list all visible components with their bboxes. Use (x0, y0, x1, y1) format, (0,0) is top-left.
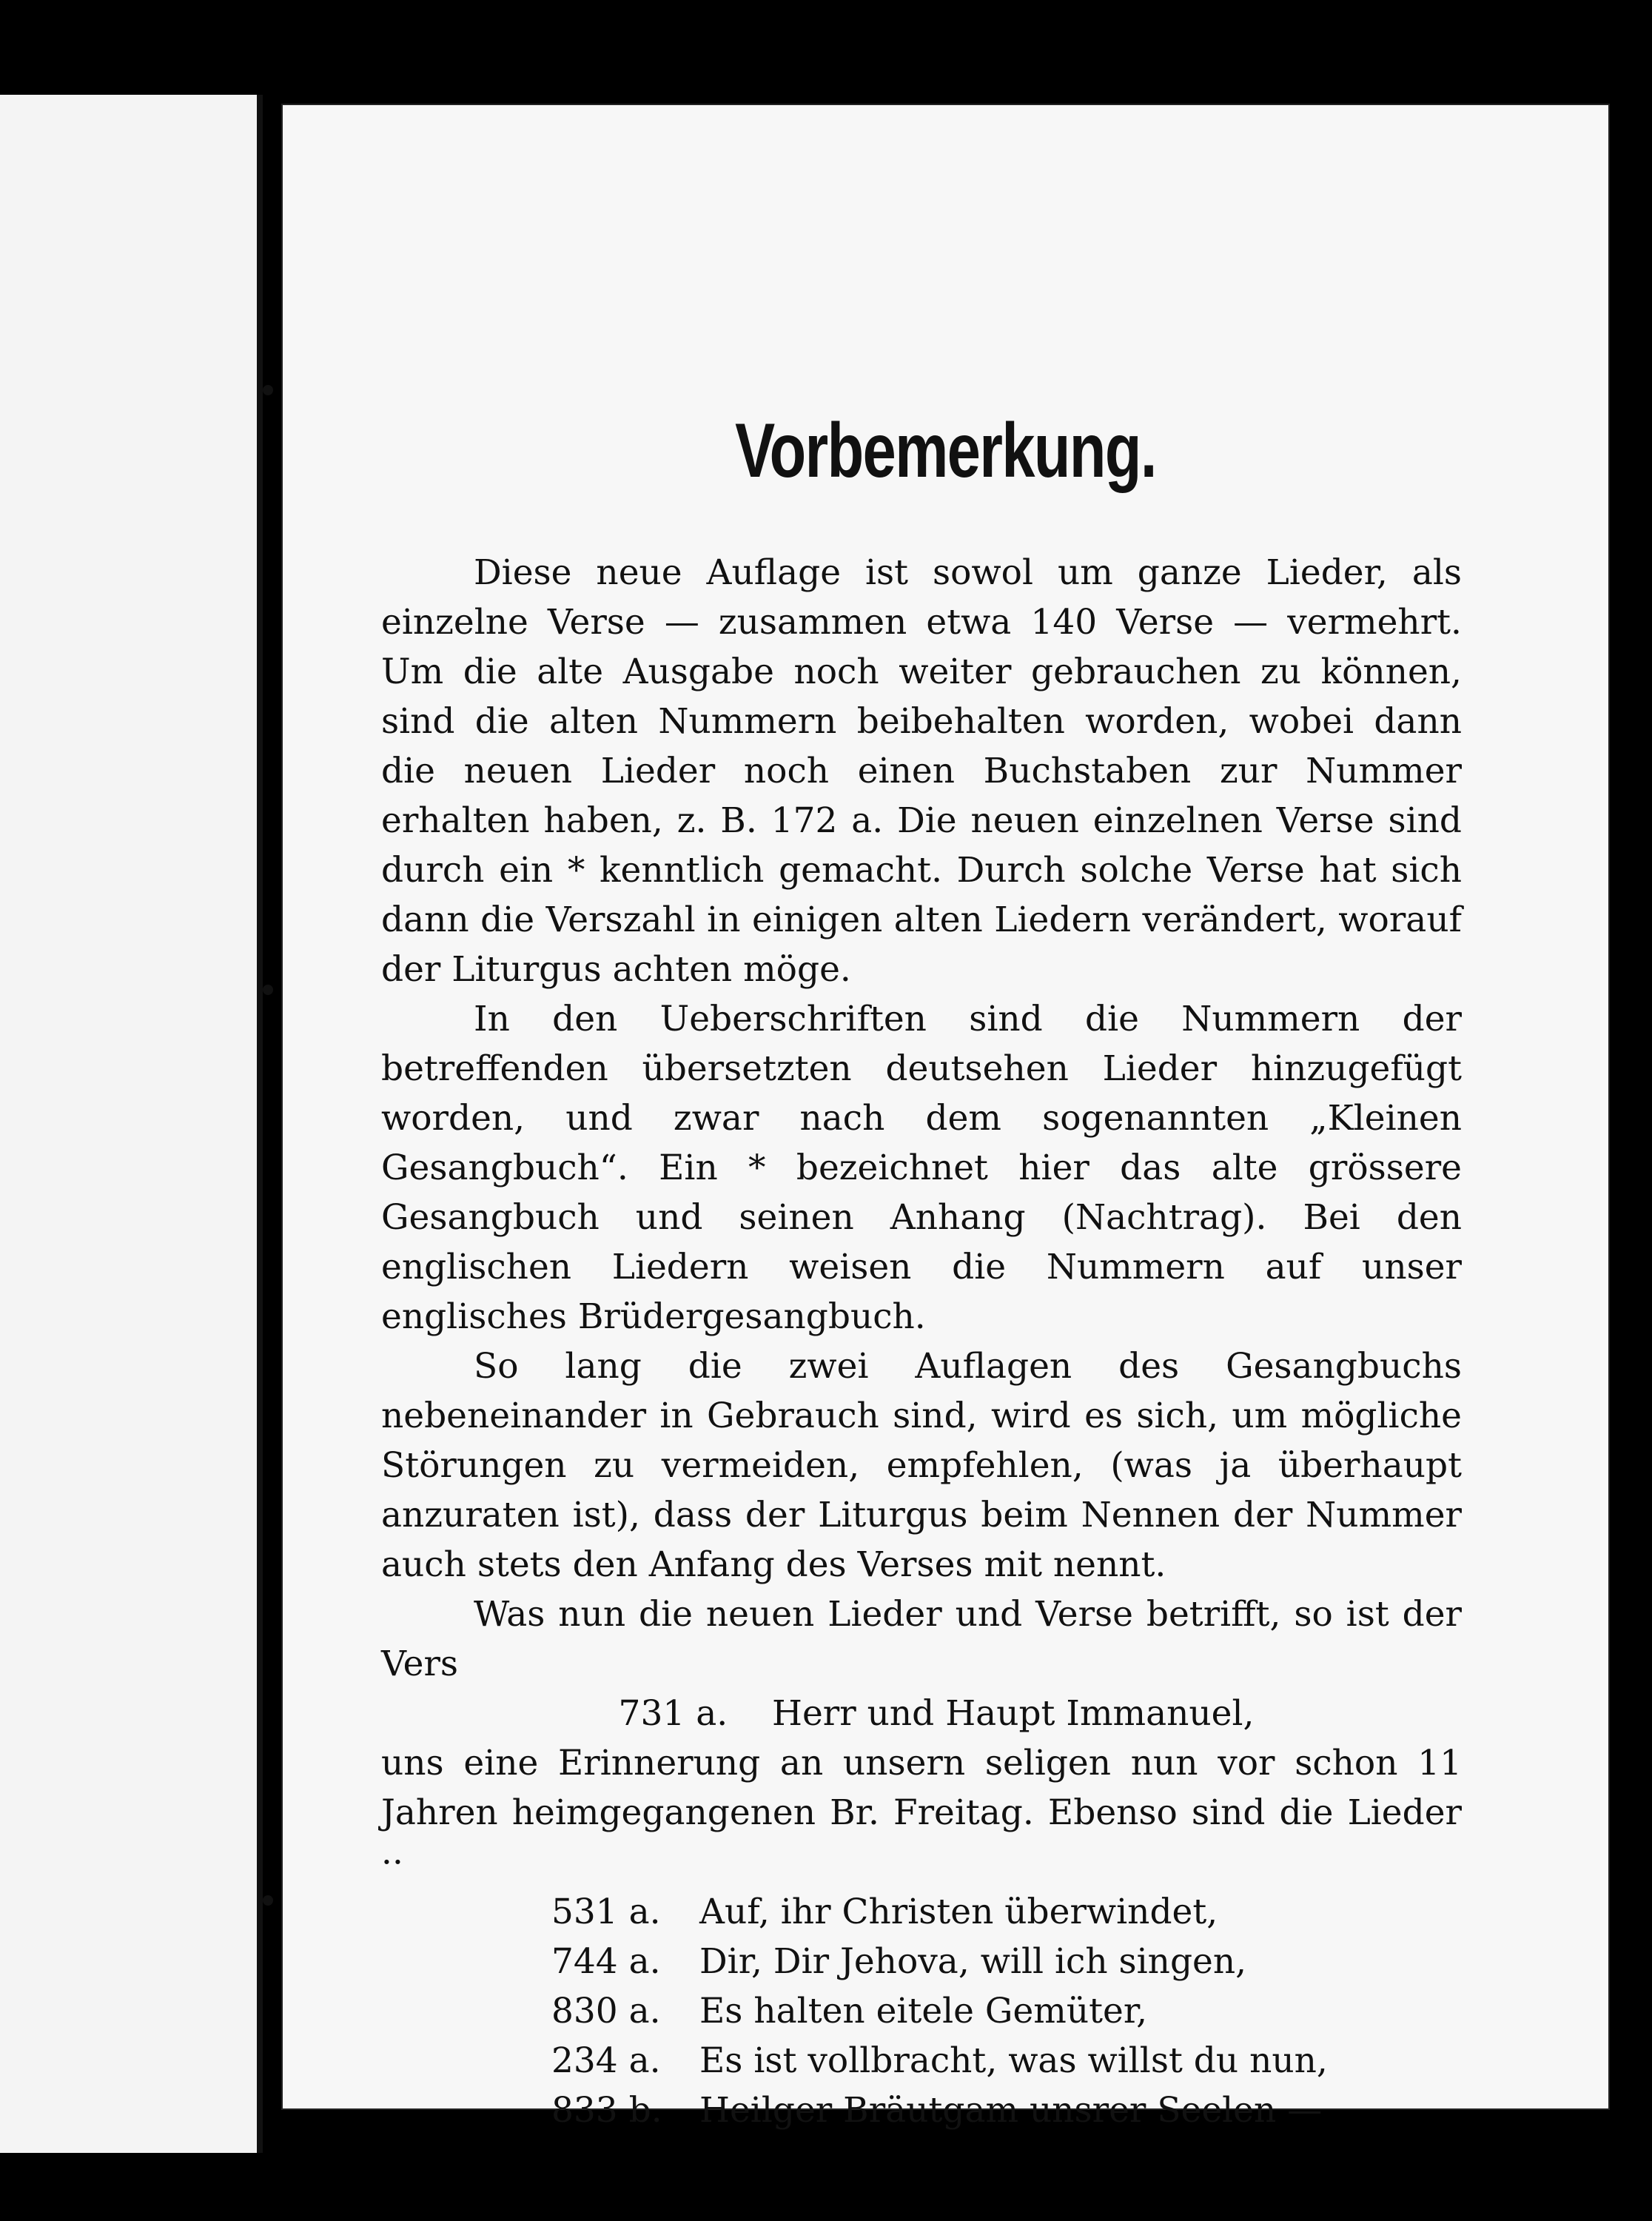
song-entry (551, 1887, 1462, 1937)
document-page (281, 104, 1610, 2131)
song-title: Heilger Bräutgam unsrer Seelen — (699, 2090, 1323, 2131)
paragraph: In den Ueberschriften sind die Nummern der betreffenden übersetzten deutsehen Lieder hinzugefügt worden, und zwar nach dem sogenannten „Kleinen Gesangbuch“. Ein * bezeichnet hier das alte grössere Gesangbuch und seinen Anhang (Nachtrag). Bei den englischen Liedern weisen die Nummern auf unser englisches Brüdergesangbuch. (381, 999, 1462, 1337)
song-number: 234 a. (551, 2040, 661, 2081)
facing-page (0, 95, 263, 2153)
song-entry (551, 1937, 1462, 1986)
song-title: Es ist vollbracht, was willst du nun, (699, 2040, 1328, 2081)
song-title: Herr und Haupt Immanuel, (771, 1693, 1255, 1734)
song-title: Es halten eitele Gemüter, (699, 1991, 1148, 2031)
page-heading: Vorbemerkung. (735, 408, 1156, 494)
body-text (381, 548, 1462, 2135)
song-entry (551, 2086, 1462, 2135)
song-title: Auf, ihr Christen überwindet, (699, 1892, 1218, 1932)
song-title: Dir, Dir Jehova, will ich singen, (699, 1941, 1247, 1982)
song-number: 833 b. (551, 2090, 662, 2131)
song-number: 531 a. (551, 1892, 661, 1932)
page-fold (257, 95, 263, 2153)
binding-hole (263, 385, 273, 395)
song-entry (551, 2036, 1462, 2086)
featured-song (381, 1689, 1462, 1738)
paragraph: Diese neue Auflage ist sowol um ganze Lieder, als einzelne Verse — zusammen etwa 140 Verse — vermehrt. Um die alte Ausgabe noch weiter gebrauchen zu können, sind die alten Nummern beibehalten worden, wobei dann die neuen Lieder noch einen Buchstaben zur Nummer erhalten haben, z. B. 172 a. Die neuen einzelnen Verse sind durch ein * kenntlich gemacht. Durch solche Verse hat sich dann die Verszahl in einigen alten Liedern verändert, worauf der Liturgus achten möge. (381, 552, 1462, 990)
song-entry (551, 1986, 1462, 2036)
paragraph: So lang die zwei Auflagen des Gesangbuchs nebeneinander in Gebrauch sind, wird es sich, um mögliche Störungen zu vermeiden, empfehlen, (was ja überhaupt anzuraten ist), dass der Liturgus beim Nennen der Nummer auch stets den Anfang des Verses mit nennt. (381, 1346, 1462, 1585)
song-number: 744 a. (551, 1941, 661, 1982)
paragraph-continuation: uns eine Erinnerung an unsern seligen nun vor schon 11 Jahren heimgegangenen Br. Freitag. Ebenso sind die Lieder ·· (381, 1743, 1462, 1883)
song-list (381, 1887, 1462, 2135)
song-number: 731 a. (618, 1693, 728, 1734)
binding-hole (263, 985, 273, 995)
paragraph: Was nun die neuen Lieder und Verse betrifft, so ist der Vers (381, 1594, 1462, 1684)
song-number: 830 a. (551, 1991, 661, 2031)
binding-hole (263, 1895, 273, 1906)
